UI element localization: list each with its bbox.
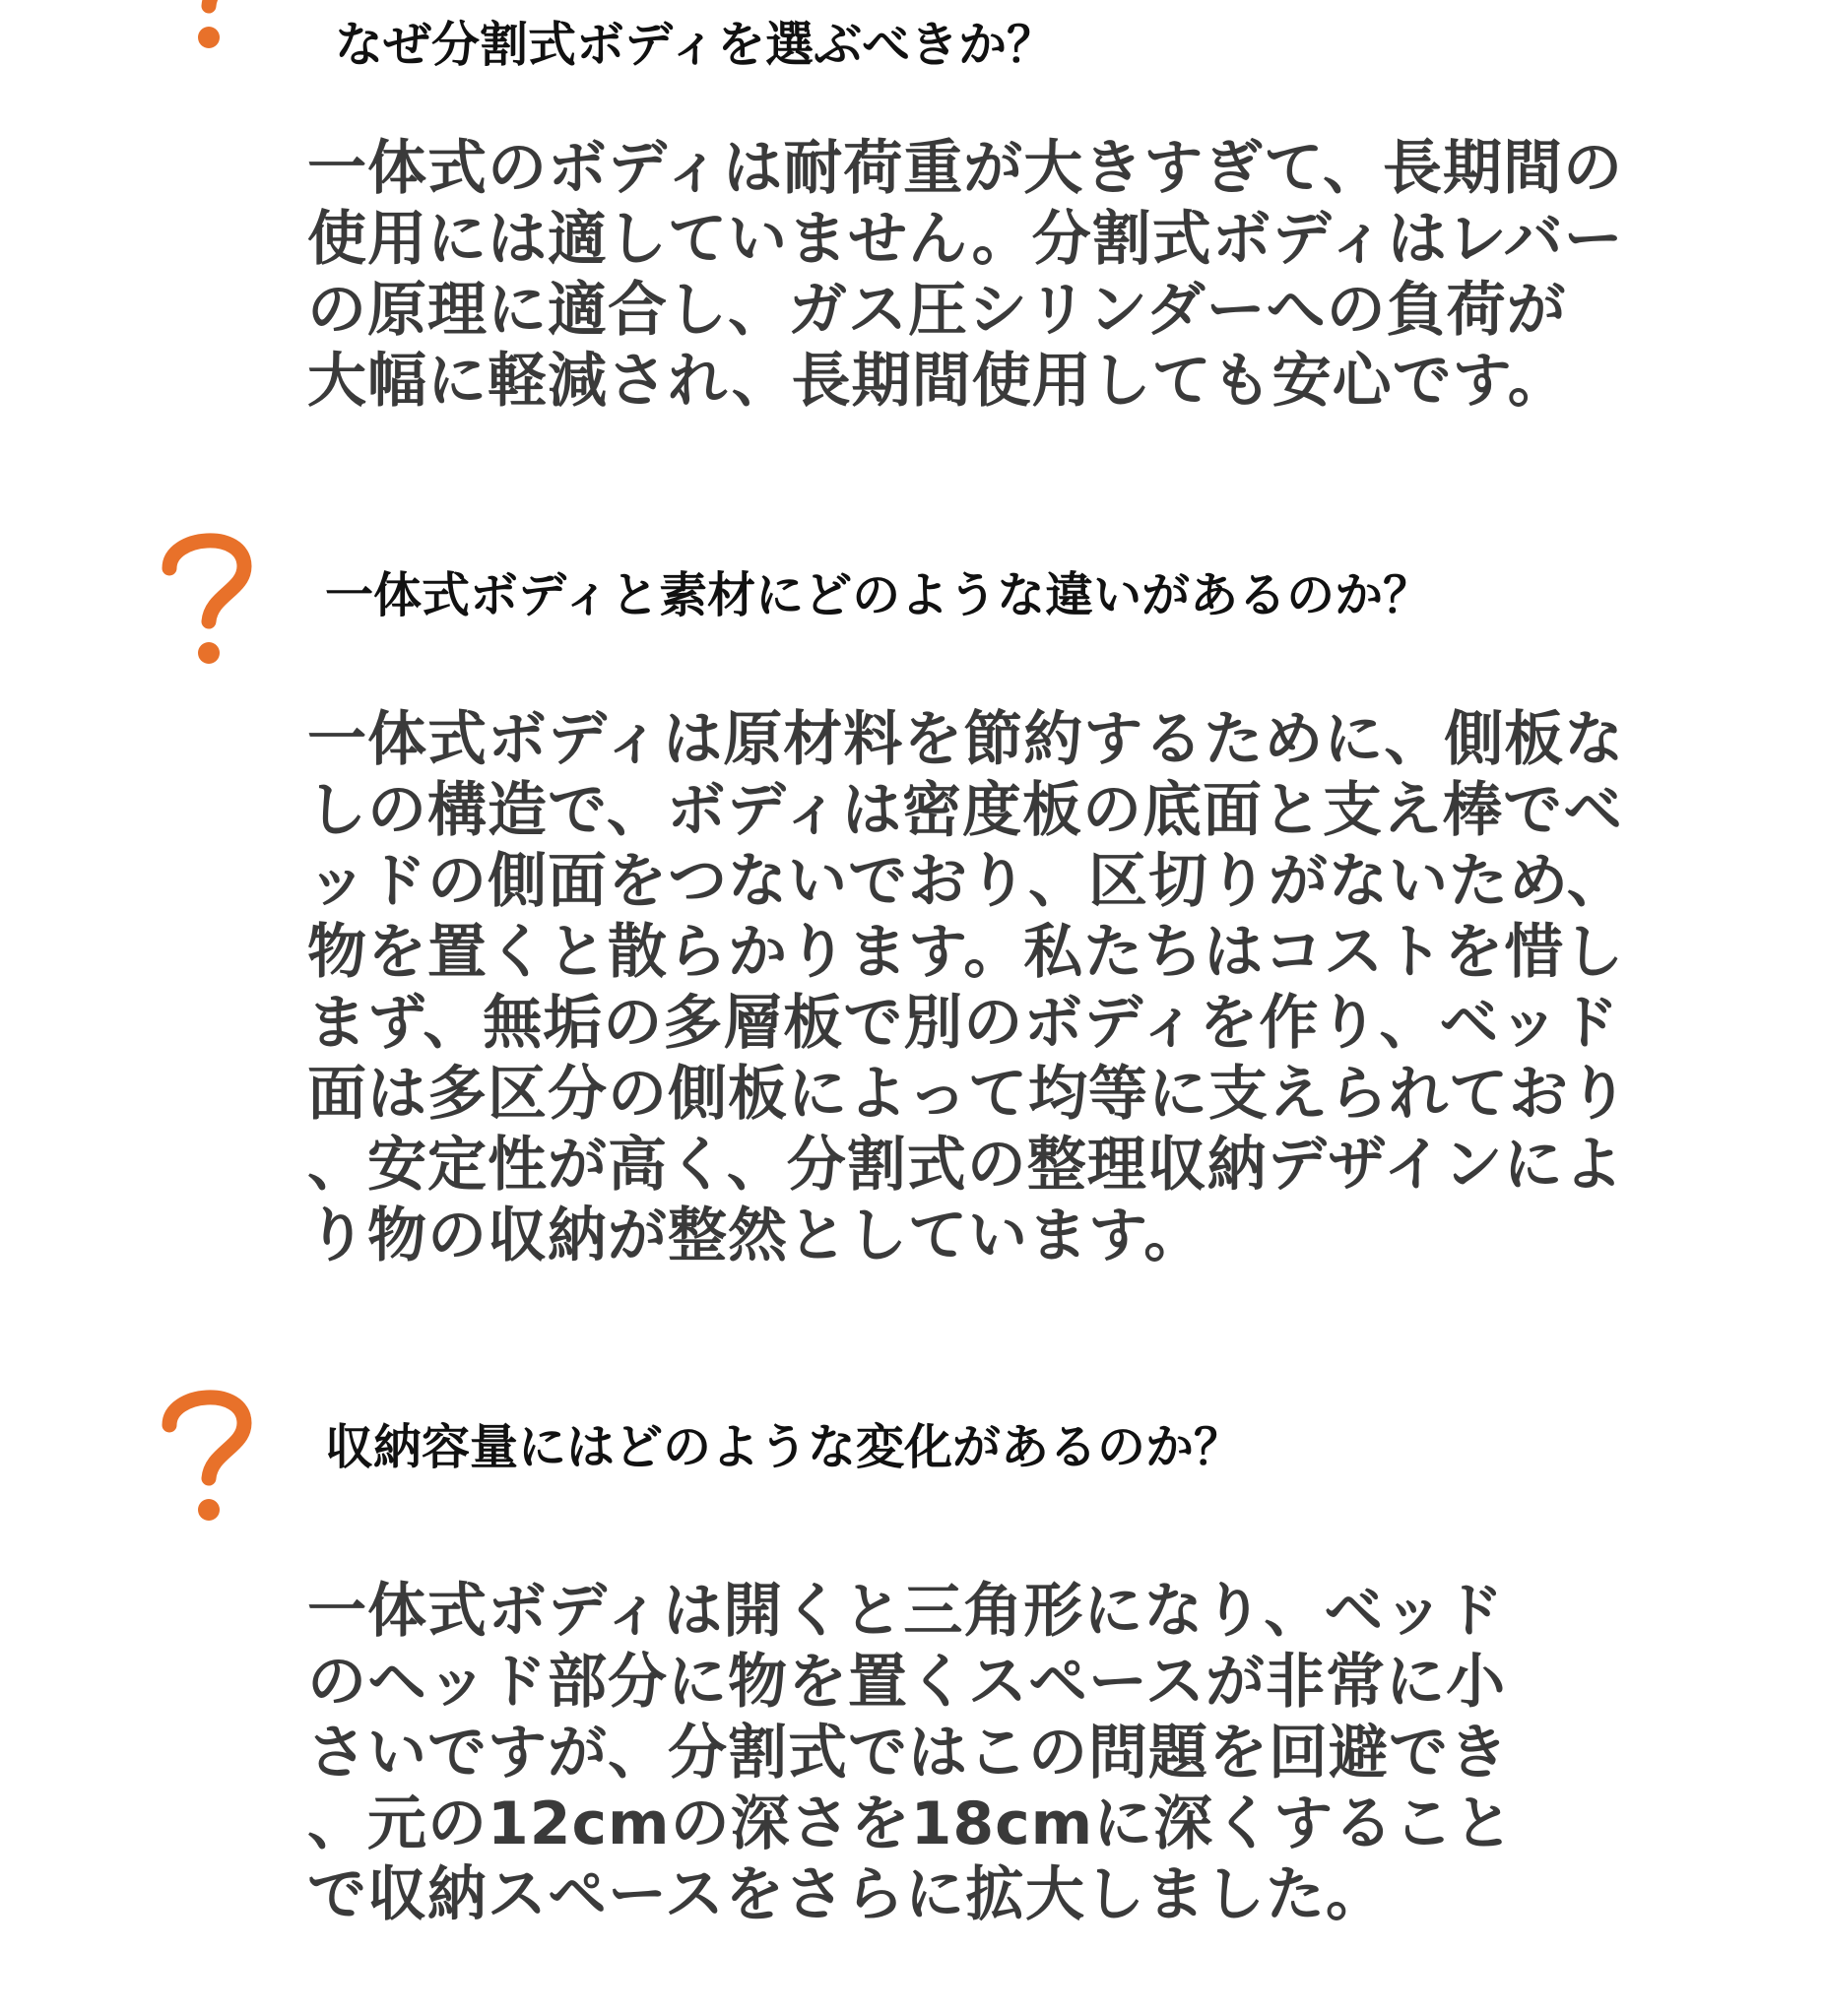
answer-line: 大幅に軽減され、長期間使用しても安心です。 <box>307 347 1568 416</box>
faq-answer-3 <box>307 1576 1514 1930</box>
answer-line: さいですが、分割式ではこの問題を回避でき <box>307 1719 1509 1788</box>
answer-line: り物の収納が整然としています。 <box>307 1202 1205 1270</box>
answer-line: 一体式のボディは耐荷重が大きすぎて、長期間の <box>307 134 1623 203</box>
answer-line: 面は多区分の側板によって均等に支えられており <box>307 1060 1629 1129</box>
question-mark-icon <box>148 0 266 59</box>
faq-answer-2 <box>307 704 1629 1271</box>
answer-line: 一体式ボディは原材料を節約するために、側板な <box>307 705 1625 774</box>
question-mark-icon <box>148 517 266 675</box>
faq-question-1: なぜ分割式ボディを選ぶべきか？ <box>335 17 1056 73</box>
answer-line: まず、無垢の多層板で別のボディを作り、ベッド <box>307 989 1620 1058</box>
answer-line: 一体式ボディは開くと三角形になり、ベッド <box>307 1577 1505 1646</box>
question-mark-icon <box>148 1374 266 1531</box>
answer-line: ッドの側面をつないでおり、区切りがないため、 <box>307 847 1627 916</box>
answer-line: 物を置くと散らかります。私たちはコストを惜し <box>307 918 1625 987</box>
answer-line: 、安定性が高く、分割式の整理収納デザインによ <box>307 1131 1624 1200</box>
answer-line: 使用には適していません。分割式ボディはレバー <box>307 205 1624 274</box>
faq-question-3: 収納容量にはどのような変化があるのか？ <box>325 1419 1243 1475</box>
answer-line: で収納スペースをさらに拡大しました。 <box>307 1860 1386 1929</box>
faq-answer-1 <box>307 133 1624 417</box>
answer-line: 、元の12cmの深さを18cmに深くすること <box>307 1789 1515 1858</box>
answer-line: しの構造で、ボディは密度板の底面と支え棒でベ <box>307 776 1623 845</box>
faq-question-2: 一体式ボディと素材にどのような違いがあるのか？ <box>325 567 1432 623</box>
answer-line: のヘッド部分に物を置くスペースが非常に小 <box>307 1648 1506 1717</box>
answer-line: の原理に適合し、ガス圧シリンダーへの負荷が <box>307 276 1567 345</box>
